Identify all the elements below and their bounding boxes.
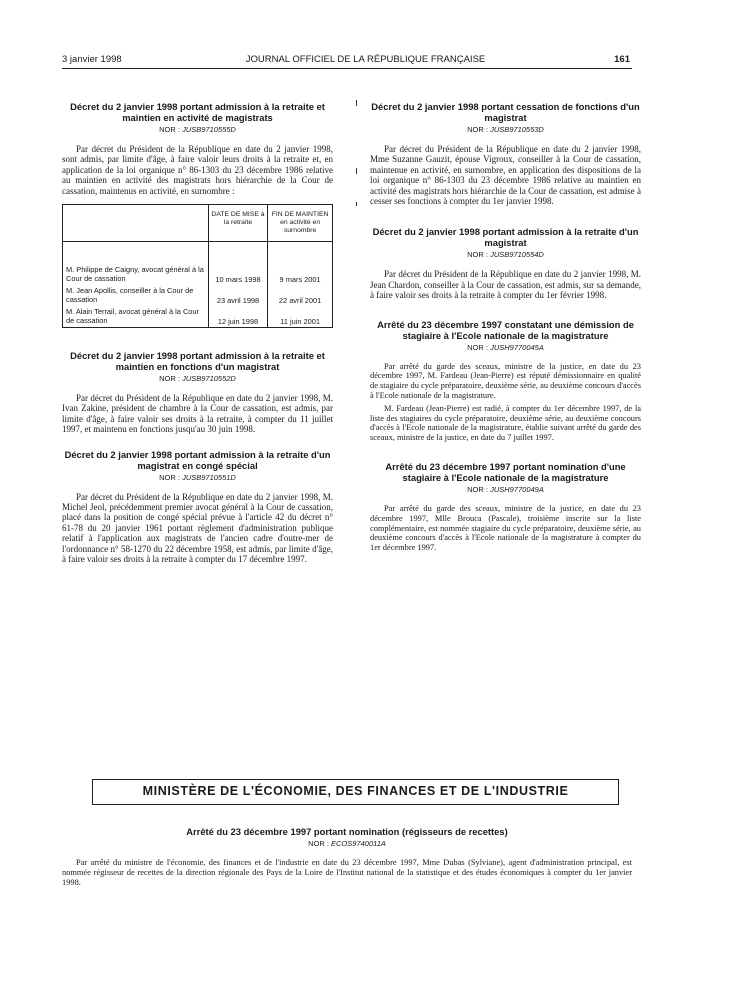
ministry-section bbox=[62, 826, 632, 887]
table-spacer-row bbox=[63, 242, 333, 265]
section-body: Par décret du Président de la République en date du 2 janvier 1998, sont admis, par limite d'âge, à faire valoir leurs droits à la retraite et, en application de la loi organique n° 86-1303 du 23 décembre 1986 relative au maintien en activité des magistrats hors hiérarchie de la Cour de cassation, maintenus en activité, en surnombre : bbox=[62, 144, 333, 196]
section-body: Par décret du Président de la République en date du 2 janvier 1998, M. Jean Chardon, conseiller à la Cour de cassation, est admis, sur sa demande, à faire valoir ses droits à la retraite à compter du 1er février 1998. bbox=[370, 269, 641, 301]
decree-admission-retraite bbox=[370, 226, 641, 300]
section-title: Arrêté du 23 décembre 1997 portant nomination d'une stagiaire à l'Ecole nationale de la magistrature bbox=[385, 461, 626, 484]
journal-title: JOURNAL OFFICIEL DE LA RÉPUBLIQUE FRANÇAISE bbox=[245, 54, 486, 65]
section-title: Arrêté du 23 décembre 1997 portant nomination (régisseurs de recettes) bbox=[186, 826, 508, 837]
section-body: Par décret du Président de la République en date du 2 janvier 1998, M. Michel Jeol, précédemment premier avocat général à la Cour de cassation, placé dans la position de congé spécial prévue à l'article 42 du décret n° 61-78 du 20 janvier 1961 portant règlement d'administration publique relatif à l'application aux magistrats de l'ancien cadre d'outre-mer de l'ordonnance n° 58-1270 du 22 décembre 1958, est admis, par limite d'âge, à faire valoir ses droits à la retraite à compter du 17 décembre 1997. bbox=[62, 491, 333, 565]
table-cell-fin: 11 juin 2001 bbox=[268, 306, 333, 328]
section-title: Décret du 2 janvier 1998 portant cessation de fonctions d'un magistrat bbox=[371, 101, 640, 123]
nor-reference: NOR : JUSB9710554D bbox=[467, 250, 544, 260]
nor-reference: NOR : JUSB9710551D bbox=[159, 472, 236, 482]
table-header-row bbox=[63, 205, 333, 242]
table-cell-date: 12 juin 1998 bbox=[208, 306, 267, 328]
left-column bbox=[62, 101, 333, 579]
table-row bbox=[63, 264, 333, 285]
magistrates-table bbox=[62, 204, 333, 328]
table-row bbox=[63, 306, 333, 328]
section-title: Arrêté du 23 décembre 1997 constatant une démission de stagiaire à l'Ecole nationale de la magistrature bbox=[377, 318, 634, 341]
table-cell-date: 10 mars 1998 bbox=[208, 264, 267, 285]
ministry-banner: MINISTÈRE DE L'ÉCONOMIE, DES FINANCES ET DE L'INDUSTRIE bbox=[92, 779, 619, 805]
table-cell-name: M. Jean Apollis, conseiller à la Cour de cassation bbox=[63, 285, 209, 306]
nor-reference: NOR : ECOS9740011A bbox=[308, 839, 386, 848]
header-rule bbox=[62, 68, 632, 69]
table-header-fin: FIN DE MAINTIEN en activité en surnombre bbox=[268, 205, 333, 242]
arrete-nomination-stagiaire bbox=[370, 461, 641, 553]
column-separator-mark bbox=[356, 202, 359, 206]
table-row bbox=[63, 285, 333, 306]
decree-admission-maintien-activite bbox=[62, 101, 333, 328]
section-title: Décret du 2 janvier 1998 portant admission à la retraite d'un magistrat en congé spécial bbox=[64, 448, 331, 471]
column-separator-mark bbox=[356, 168, 359, 174]
table-cell-fin: 9 mars 2001 bbox=[268, 264, 333, 285]
section-body: Par décret du Président de la République en date du 2 janvier 1998, M. Ivan Zakine, président de chambre à la Cour de cassation, est admis, par limite d'âge, à faire valoir ses droits à la retraite, à compter du 11 juillet 1997, et maintenu en fonctions jusqu'au 30 juin 1998. bbox=[62, 393, 333, 435]
section-title: Décret du 2 janvier 1998 portant admission à la retraite et maintien en fonctions d'un magistrat bbox=[70, 350, 325, 373]
section-body-2: M. Fardeau (Jean-Pierre) est radié, à compter du 1er décembre 1997, de la liste des stagiaires du cycle préparatoire, deuxième série, au deuxième concours d'accès à l'Ecole nationale de la magistrature, établie suivant arrêté du garde des sceaux, ministre de la justice, en date du 7 juillet 1997. bbox=[370, 403, 641, 443]
table-cell-fin: 22 avril 2001 bbox=[268, 285, 333, 306]
table-header-date: DATE DE MISE à la retraite bbox=[208, 205, 267, 242]
nor-reference: NOR : JUSH9770045A bbox=[467, 342, 544, 352]
section-body: Par arrêté du garde des sceaux, ministre de la justice, en date du 23 décembre 1997, Mlle Brouca (Pascale), troisième inscrite sur la liste complémentaire, est nommée stagiaire du cycle préparatoire, deuxième série, au deuxième concours d'accès à l'Ecole nationale de la magistrature à compter du 1er décembre 1997. bbox=[370, 504, 641, 553]
arrete-demission-stagiaire bbox=[370, 319, 641, 443]
section-body: Par décret du Président de la République en date du 2 janvier 1998, Mme Suzanne Gauzit, épouse Vigroux, conseiller à la Cour de cassation, maintenue en activité, en surnombre, en application des dispositions de la loi organique n° 86-1303 du 23 décembre 1986 relative au maintien en activité des magistrats hors hiérarchie de la Cour de cassation, est admise à cesser ses fonctions à compter du 1er janvier 1998. bbox=[370, 144, 641, 207]
table-header-name bbox=[63, 205, 209, 242]
right-column bbox=[370, 101, 641, 567]
header-date: 3 janvier 1998 bbox=[62, 54, 122, 65]
nor-reference: NOR : JUSB9710553D bbox=[467, 125, 544, 134]
decree-cessation-fonctions bbox=[370, 101, 641, 206]
nor-reference: NOR : JUSB9710552D bbox=[159, 374, 236, 384]
table-cell-name: M. Philippe de Caigny, avocat général à la Cour de cassation bbox=[63, 264, 209, 285]
nor-reference: NOR : JUSB9710555D bbox=[159, 125, 236, 134]
section-title: Décret du 2 janvier 1998 portant admission à la retraite d'un magistrat bbox=[372, 226, 639, 249]
section-body: Par arrêté du garde des sceaux, ministre de la justice, en date du 23 décembre 1997, M. Fardeau (Jean-Pierre) est réputé démissionnaire en qualité de stagiaire du cycle préparatoire, deuxième série, au deuxième concours d'accès à l'Ecole nationale de la magistrature. bbox=[370, 361, 641, 401]
decree-conge-special bbox=[62, 449, 333, 565]
table-cell-name: M. Alain Terrail, avocat général à la Cour de cassation bbox=[63, 306, 209, 328]
column-separator-mark bbox=[356, 100, 359, 106]
decree-maintien-fonctions bbox=[62, 350, 333, 435]
section-title: Décret du 2 janvier 1998 portant admission à la retraite et maintien en activité de magistrats bbox=[70, 101, 325, 123]
nor-reference: NOR : JUSH9770049A bbox=[467, 485, 544, 495]
table-cell-date: 23 avril 1998 bbox=[208, 285, 267, 306]
page-number: 161 bbox=[614, 54, 630, 65]
section-body: Par arrêté du ministre de l'économie, des finances et de l'industrie en date du 23 décembre 1997, Mme Dubas (Sylviane), agent d'administration principal, est nommée régisseur de recettes de la direction régionale des Pays de la Loire de l'Institut national de la statistique et des études économiques à compter du 1er janvier 1998. bbox=[62, 858, 632, 887]
